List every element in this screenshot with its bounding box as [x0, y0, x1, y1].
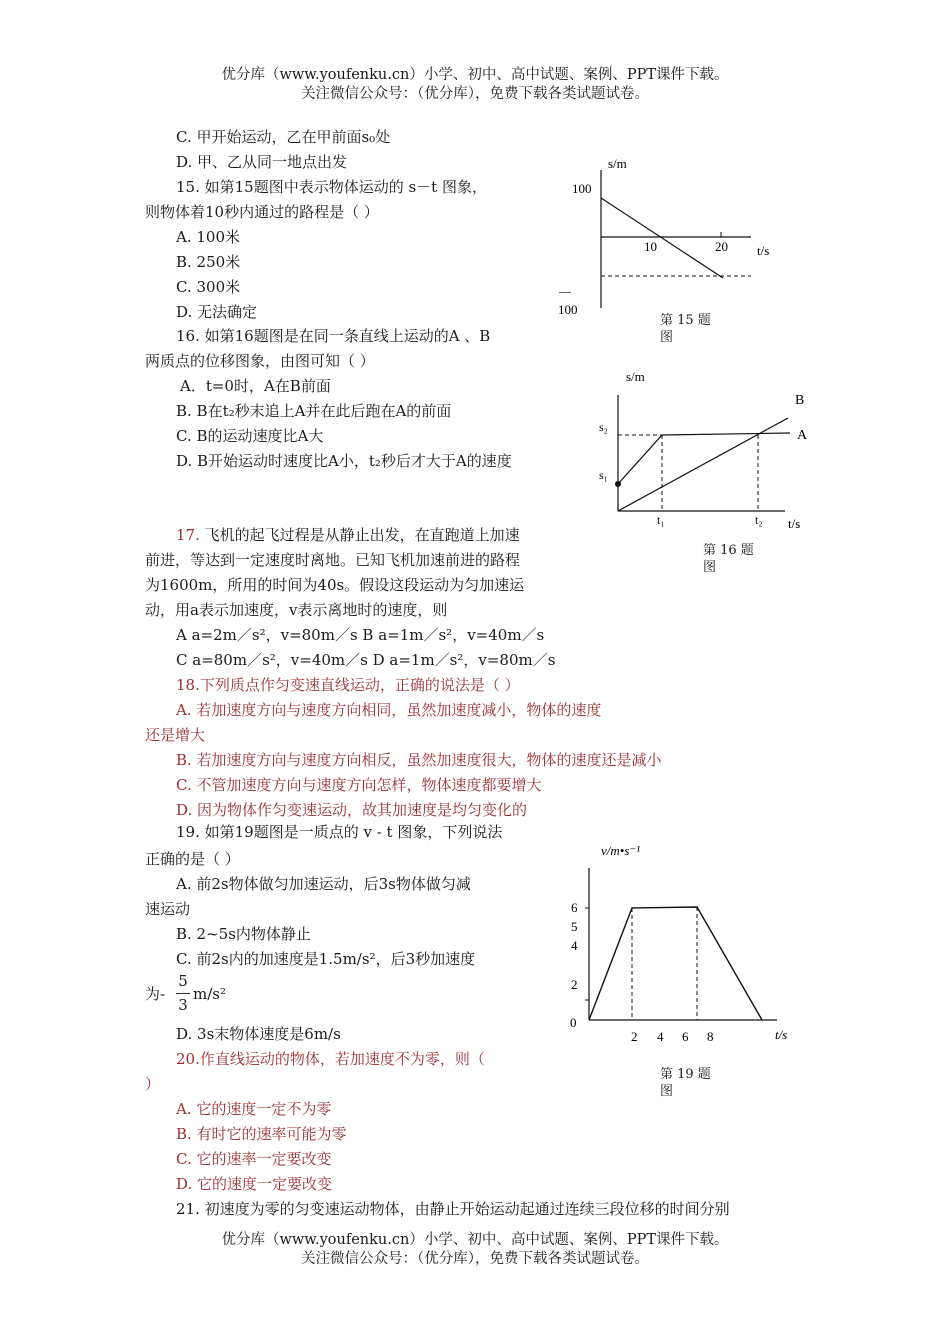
- q18-option-c: C. 不管加速度方向与速度方向怎样，物体速度都要增大: [176, 776, 542, 794]
- fig19-y-4: 4: [571, 938, 578, 953]
- q15-option-c: C. 300米: [176, 278, 241, 296]
- footer-line-1: 优分库（www.youfenku.cn）小学、初中、高中试题、案例、PPT课件下载。: [221, 1232, 729, 1248]
- q14-option-c: C. 甲开始运动，乙在甲前面s₀处: [176, 128, 391, 146]
- q19-option-c-prefix: 为-: [145, 985, 166, 1003]
- fig16-line-b: [618, 418, 788, 511]
- fig16-line-a-flat: [662, 433, 790, 435]
- fig15-ylabel: s/m: [608, 156, 627, 171]
- q19-fraction-numerator: 5: [178, 972, 188, 990]
- fig16-line-a-rise: [618, 435, 662, 484]
- fig16-s2: s₂: [599, 420, 608, 434]
- q19-option-a-line-1: A. 前2s物体做匀加速运动，后3s物体做匀减: [176, 875, 471, 893]
- q16-option-b: B. B在t₂秒末追上A并在此后跑在A的前面: [176, 402, 452, 420]
- q17-number: 17.: [176, 526, 200, 544]
- figure-16-chart: [590, 365, 820, 540]
- fig15-y-100: 100: [572, 181, 592, 196]
- q17-stem-line-2: 前进，等达到一定速度时离地。已知飞机加速前进的路程: [145, 551, 521, 569]
- q21-stem: 21. 初速度为零的匀变速运动物体，由静止开始运动起通过连续三段位移的时间分别: [176, 1200, 730, 1218]
- q16-option-a: A．t=0时，A在B前面: [180, 377, 331, 395]
- fig15-xlabel: t/s: [757, 243, 770, 258]
- fig16-caption-2: 图: [703, 560, 717, 575]
- fig16-ylabel: s/m: [626, 369, 645, 384]
- q16-stem-line-2: 两质点的位移图象，由图可知（ ）: [145, 352, 375, 370]
- q15-option-d: D. 无法确定: [176, 303, 258, 321]
- fig19-x-2: 2: [631, 1029, 638, 1044]
- header-line-1: 优分库（www.youfenku.cn）小学、初中、高中试题、案例、PPT课件下载。: [221, 67, 729, 83]
- fig15-caption-1: 第 15 题: [660, 313, 711, 328]
- q14-option-d: D. 甲、乙从同一地点出发: [176, 153, 348, 171]
- q20-option-c: C. 它的速率一定要改变: [176, 1150, 332, 1168]
- q17-stem-line-1: [176, 525, 520, 545]
- q15-stem-line-1: 15. 如第15题图中表示物体运动的 s－t 图象，: [176, 178, 487, 196]
- fig19-caption-1: 第 19 题: [660, 1067, 711, 1082]
- q19-option-d: D. 3s末物体速度是6m/s: [176, 1025, 341, 1043]
- fig16-s1: s₁: [599, 468, 608, 482]
- q19-fraction-bar: [176, 993, 190, 994]
- fig19-ylabel: v/m•s⁻¹: [601, 843, 641, 858]
- fig19-x-8: 8: [707, 1029, 714, 1044]
- q16-stem-line-1: 16. 如第16题图是在同一条直线上运动的A 、B: [176, 327, 491, 345]
- q17-stem-text: 飞机的起飞过程是从静止出发，在直跑道上加速: [199, 526, 520, 544]
- fig19-caption-2: 图: [660, 1084, 674, 1099]
- fig19-y-2: 2: [571, 977, 578, 992]
- q19-stem-line-2: 正确的是（ ）: [145, 850, 240, 868]
- fig16-point-s1: [615, 481, 621, 487]
- fig16-xlabel: t/s: [788, 516, 801, 531]
- q15-stem-line-2: 则物体着10秒内通过的路程是（ ）: [145, 203, 379, 221]
- q20-option-d: D. 它的速度一定要改变: [176, 1175, 333, 1193]
- fig19-x-4: 4: [657, 1029, 664, 1044]
- fig16-t2: t₂: [755, 513, 763, 527]
- q20-option-b: B. 有时它的速率可能为零: [176, 1125, 347, 1143]
- q17-options-cd: C a=80m／s²，v=40m／s D a=1m／s²，v=80m／s: [176, 651, 556, 669]
- q20-option-a: A. 它的速度一定不为零: [176, 1100, 332, 1118]
- q18-option-a-line-2: 还是增大: [145, 726, 206, 744]
- q18-option-b: B. 若加速度方向与速度方向相反，虽然加速度很大，物体的速度还是减小: [176, 751, 662, 769]
- q20-stem-line-2: ）: [145, 1075, 161, 1093]
- fig15-x-10: 10: [644, 239, 657, 254]
- figure-19-chart: [555, 838, 795, 1053]
- q19-option-c-unit: m/s²: [193, 985, 226, 1003]
- q15-option-a: A. 100米: [176, 228, 240, 246]
- fig16-label-b: B: [795, 393, 805, 408]
- footer-line-2: 关注微信公众号：（优分库），免费下载各类试题试卷。: [301, 1251, 649, 1267]
- fig15-x-20: 20: [715, 239, 728, 254]
- q19-option-a-line-2: 速运动: [145, 900, 191, 918]
- fig16-t1: t₁: [657, 513, 665, 527]
- fig15-y-neg-100: 100: [558, 302, 578, 317]
- q18-option-a-line-1: A. 若加速度方向与速度方向相同，虽然加速度减小，物体的速度: [176, 701, 602, 719]
- q17-options-ab: A a=2m／s²，v=80m／s B a=1m／s²，v=40m／s: [176, 626, 545, 644]
- fig19-xlabel: t/s: [775, 1027, 788, 1042]
- fig19-y-0: 0: [570, 1015, 577, 1030]
- q17-stem-line-4: 动，用a表示加速度，v表示离地时的速度，则: [145, 601, 448, 619]
- fig15-y-neg-sign: —: [559, 284, 571, 298]
- fig15-line: [601, 198, 723, 278]
- fig19-y-6: 6: [571, 900, 578, 915]
- fig16-label-a: A: [797, 428, 808, 443]
- fig19-v-t-line: [589, 907, 762, 1020]
- q16-option-d: D. B开始运动时速度比A小，t₂秒后才大于A的速度: [176, 452, 512, 470]
- figure-15-chart: [555, 150, 785, 320]
- q18-option-d: D. 因为物体作匀变速运动，故其加速度是均匀变化的: [176, 801, 528, 819]
- q16-option-c: C. B的运动速度比A大: [176, 427, 324, 445]
- q19-option-c-line-1: C. 前2s内的加速度是1.5m/s²，后3秒加速度: [176, 950, 476, 968]
- q19-fraction-denominator: 3: [178, 996, 188, 1014]
- q20-stem-line-1: 20.作直线运动的物体，若加速度不为零，则（: [176, 1050, 485, 1068]
- q18-stem: 18.下列质点作匀变速直线运动，正确的说法是（ ）: [176, 676, 520, 694]
- q19-stem-line-1: 19. 如第19题图是一质点的 v - t 图象，下列说法: [176, 823, 503, 841]
- q19-option-b: B. 2~5s内物体静止: [176, 925, 311, 943]
- q17-stem-line-3: 为1600m，所用的时间为40s。假设这段运动为匀加速运: [145, 576, 525, 594]
- fig19-x-6: 6: [682, 1029, 689, 1044]
- fig19-y-5: 5: [571, 919, 578, 934]
- fig16-caption-1: 第 16 题: [703, 543, 754, 558]
- header-line-2: 关注微信公众号：（优分库），免费下载各类试题试卷。: [301, 86, 649, 102]
- q15-option-b: B. 250米: [176, 253, 241, 271]
- fig15-caption-2: 图: [660, 330, 674, 345]
